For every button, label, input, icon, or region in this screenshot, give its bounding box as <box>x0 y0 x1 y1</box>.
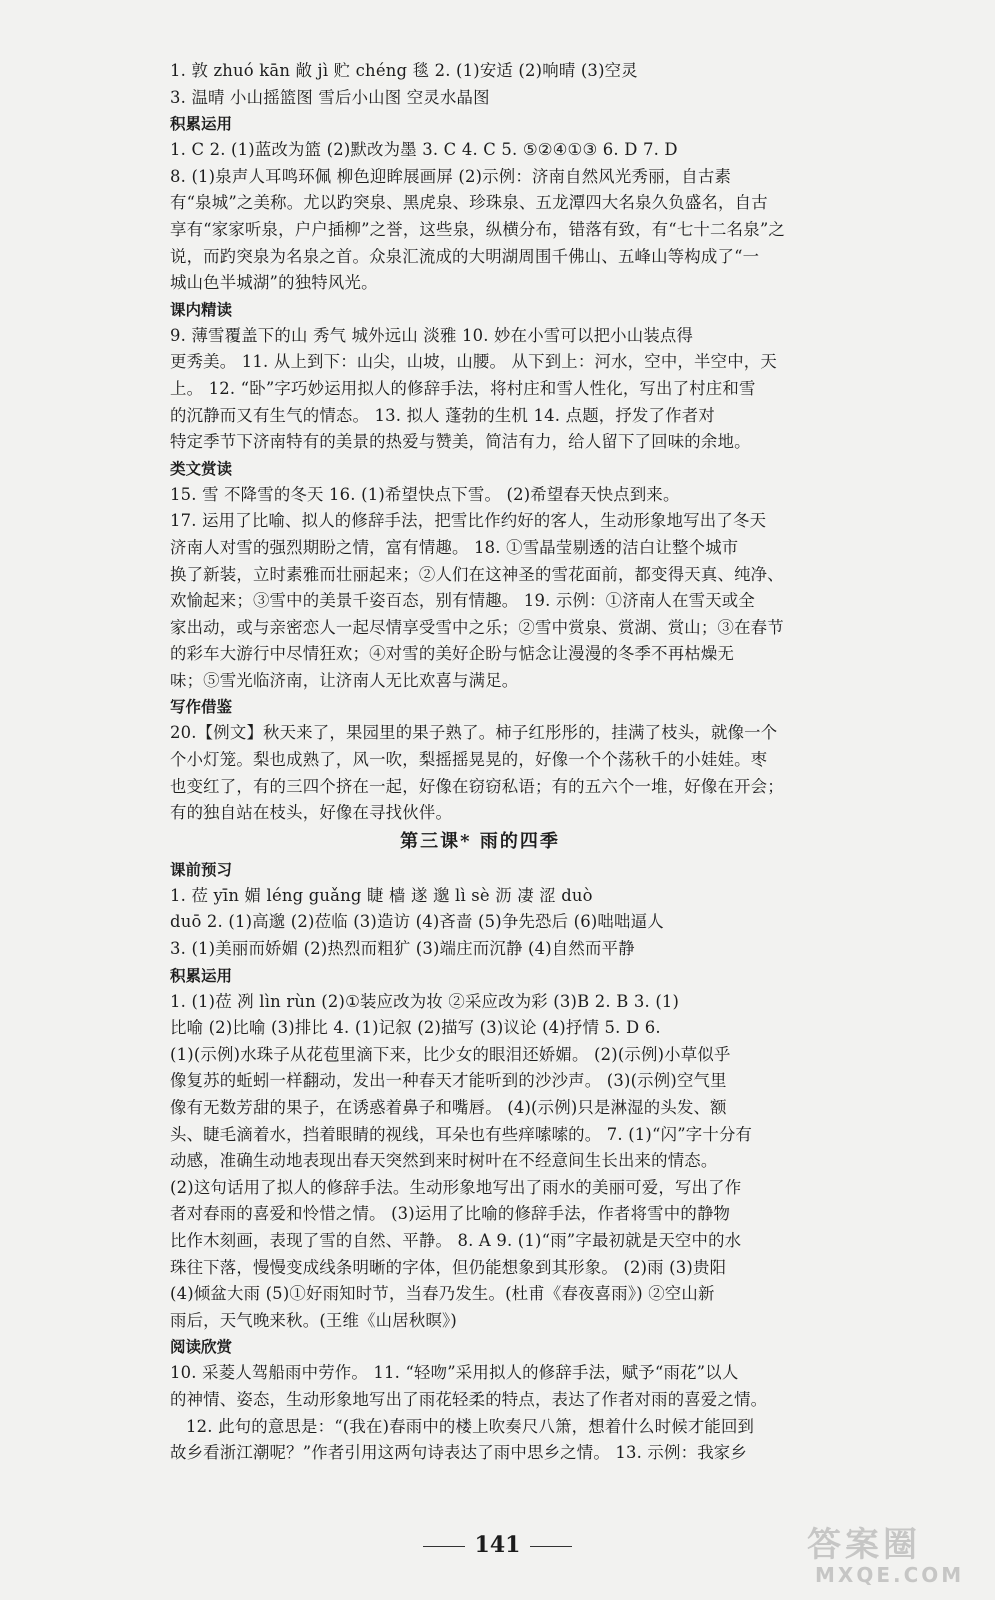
answer-line: (4)倾盆大雨 (5)①好雨知时节，当春乃发生。(杜甫《春夜喜雨》) ②空山新 <box>170 1284 715 1304</box>
answer-line: 动感，准确生动地表现出春天突然到来时树叶在不经意间生长出来的情态。 <box>170 1151 718 1171</box>
answer-line: 像有无数芳甜的果子，在诱惑着鼻子和嘴唇。 (4)(示例)只是淋湿的头发、额 <box>170 1098 727 1117</box>
section-heading: 课前预习 <box>170 860 233 879</box>
answer-line: 15. 雪 不降雪的冬天 16. (1)希望快点下雪。 (2)希望春天快点到来。 <box>170 484 680 504</box>
answer-line: 的彩车大游行中尽情狂欢；④对雪的美好企盼与惦念让漫漫的冬季不再枯燥无 <box>170 644 735 664</box>
lesson-title: 第三课* 雨的四季 <box>400 830 560 852</box>
answer-line: 1. C 2. (1)蓝改为篮 (2)默改为墨 3. C 4. C 5. ⑤②④①③ 6. D 7. D <box>170 140 678 160</box>
answer-line: 特定季节下济南特有的美景的热爱与赞美，简洁有力，给人留下了回味的余地。 <box>170 432 751 452</box>
answer-line: 比作木刻画，表现了雪的自然、平静。 8. A 9. (1)“雨”字最初就是天空中的水 <box>170 1230 742 1250</box>
answer-line: (2)这句话用了拟人的修辞手法。生动形象地写出了雨水的美丽可爱，写出了作 <box>170 1177 742 1197</box>
answer-line: 上。 12. “卧”字巧妙运用拟人的修辞手法，将村庄和雪人性化，写出了村庄和雪 <box>170 378 756 398</box>
answer-line: 像复苏的蚯蚓一样翻动，发出一种春天才能听到的沙沙声。 (3)(示例)空气里 <box>170 1071 727 1091</box>
answer-page-body <box>170 58 820 1467</box>
answer-line: 1. 敦 zhuó kān 敞 jì 贮 chéng 毯 2. (1)安适 (2)响晴 (3)空灵 <box>170 61 638 80</box>
answer-line: 雨后，天气晚来秋。(王维《山居秋暝》) <box>170 1310 458 1330</box>
section-heading: 积累运用 <box>170 966 233 985</box>
answer-line: 3. 温晴 小山摇篮图 雪后小山图 空灵水晶图 <box>170 87 490 107</box>
answer-line: 城山色半城湖”的独特风光。 <box>170 273 378 293</box>
answer-line: 珠往下落，慢慢变成线条明晰的字体，但仍能想象到其形象。 (2)雨 (3)贵阳 <box>170 1257 727 1277</box>
page-number-right-rule <box>530 1546 572 1547</box>
site-watermark-logo <box>807 1526 977 1588</box>
page-number-left-rule <box>423 1546 465 1547</box>
answer-line: (1)(示例)水珠子从花苞里滴下来，比少女的眼泪还娇媚。 (2)(示例)小草似乎 <box>170 1044 731 1064</box>
watermark-logo-mark: 答案圈 <box>807 1525 921 1565</box>
page-number-text: 141 <box>474 1532 521 1558</box>
answer-line: 比喻 (2)比喻 (3)排比 4. (1)记叙 (2)描写 (3)议论 (4)抒情 5. D 6. <box>170 1018 661 1038</box>
answer-line: 欢愉起来；③雪中的美景千姿百态，别有情趣。 19. 示例：①济南人在雪天或全 <box>170 591 755 611</box>
answer-line: 个小灯笼。梨也成熟了，风一吹，梨摇摇晃晃的，好像一个个荡秋千的小娃娃。枣 <box>170 750 768 770</box>
answer-line: 1. (1)莅 冽 lìn rùn (2)①装应改为妆 ②采应改为彩 (3)B 2. B 3. (1) <box>170 991 680 1011</box>
answer-line: 者对春雨的喜爱和怜惜之情。 (3)运用了比喻的修辞手法，作者将雪中的静物 <box>170 1204 731 1224</box>
section-heading: 类文赏读 <box>170 459 233 478</box>
answer-line: 有“泉城”之美称。尤以趵突泉、黑虎泉、珍珠泉、五龙潭四大名泉久负盛名，自古 <box>170 193 768 213</box>
answer-line: 济南人对雪的强烈期盼之情，富有情趣。 18. ①雪晶莹剔透的洁白让整个城市 <box>170 537 739 557</box>
answer-line: 1. 莅 yīn 媚 léng guǎng 睫 樯 遂 邈 lì sè 沥 凄 涩 duò <box>170 885 593 905</box>
answer-line: 说，而趵突泉为名泉之首。众泉汇流成的大明湖周围千佛山、五峰山等构成了“一 <box>170 246 760 266</box>
answer-line: 更秀美。 11. 从上到下：山尖，山坡，山腰。 从下到上：河水，空中，半空中，天 <box>170 352 777 372</box>
answer-line: 家出动，或与亲密恋人一起尽情享受雪中之乐；②雪中赏泉、赏湖、赏山；③在春节 <box>170 617 784 637</box>
answer-line: 12. 此句的意思是：“(我在)春雨中的楼上吹奏尺八箫，想着什么时候才能回到 <box>186 1416 755 1436</box>
answer-line: 的神情、姿态，生动形象地写出了雨花轻柔的特点，表达了作者对雨的喜爱之情。 <box>170 1389 768 1409</box>
answer-line: 3. (1)美丽而娇媚 (2)热烈而粗犷 (3)端庄而沉静 (4)自然而平静 <box>170 939 635 959</box>
answer-line: 9. 薄雪覆盖下的山 秀气 城外远山 淡雅 10. 妙在小雪可以把小山装点得 <box>170 325 694 345</box>
section-heading: 阅读欣赏 <box>170 1338 233 1357</box>
answer-line: 17. 运用了比喻、拟人的修辞手法，把雪比作约好的客人，生动形象地写出了冬天 <box>170 511 767 531</box>
answer-line: duō 2. (1)高邈 (2)莅临 (3)造访 (4)吝啬 (5)争先恐后 (6)咄咄逼人 <box>170 912 664 932</box>
watermark-domain-mark: MXQE.COM <box>815 1563 965 1587</box>
section-heading: 课内精读 <box>170 300 233 319</box>
answer-line: 有的独自站在枝头，好像在寻找伙伴。 <box>170 803 453 823</box>
answer-line: 10. 采菱人驾船雨中劳作。 11. “轻吻”采用拟人的修辞手法，赋予“雨花”以人 <box>170 1363 739 1383</box>
answer-line: 换了新装，立时素雅而壮丽起来；②人们在这神圣的雪花面前，都变得天真、纯净、 <box>170 564 784 584</box>
answer-line: 故乡看浙江潮呢？”作者引用这两句诗表达了雨中思乡之情。 13. 示例：我家乡 <box>170 1443 747 1463</box>
answer-line: 20.【例文】秋天来了，果园里的果子熟了。柿子红彤彤的，挂满了枝头，就像一个 <box>170 723 778 743</box>
answer-line: 味；⑤雪光临济南，让济南人无比欢喜与满足。 <box>170 670 519 690</box>
answer-line: 8. (1)泉声人耳鸣环佩 柳色迎眸展画屏 (2)示例：济南自然风光秀丽，自古素 <box>170 166 732 186</box>
answer-line: 头、睫毛滴着水，挡着眼睛的视线，耳朵也有些痒嗦嗦的。 7. (1)“闪”字十分有 <box>170 1124 753 1144</box>
answer-line: 享有“家家听泉，户户插柳”之誉，这些泉，纵横分布，错落有致，有“七十二名泉”之 <box>170 219 785 239</box>
section-heading: 写作借鉴 <box>170 698 233 717</box>
answer-line: 也变红了，有的三四个挤在一起，好像在窃窃私语；有的五六个一堆，好像在开会； <box>170 776 784 796</box>
answer-line: 的沉静而又有生气的情态。 13. 拟人 蓬勃的生机 14. 点题，抒发了作者对 <box>170 405 715 425</box>
section-heading: 积累运用 <box>170 115 233 134</box>
